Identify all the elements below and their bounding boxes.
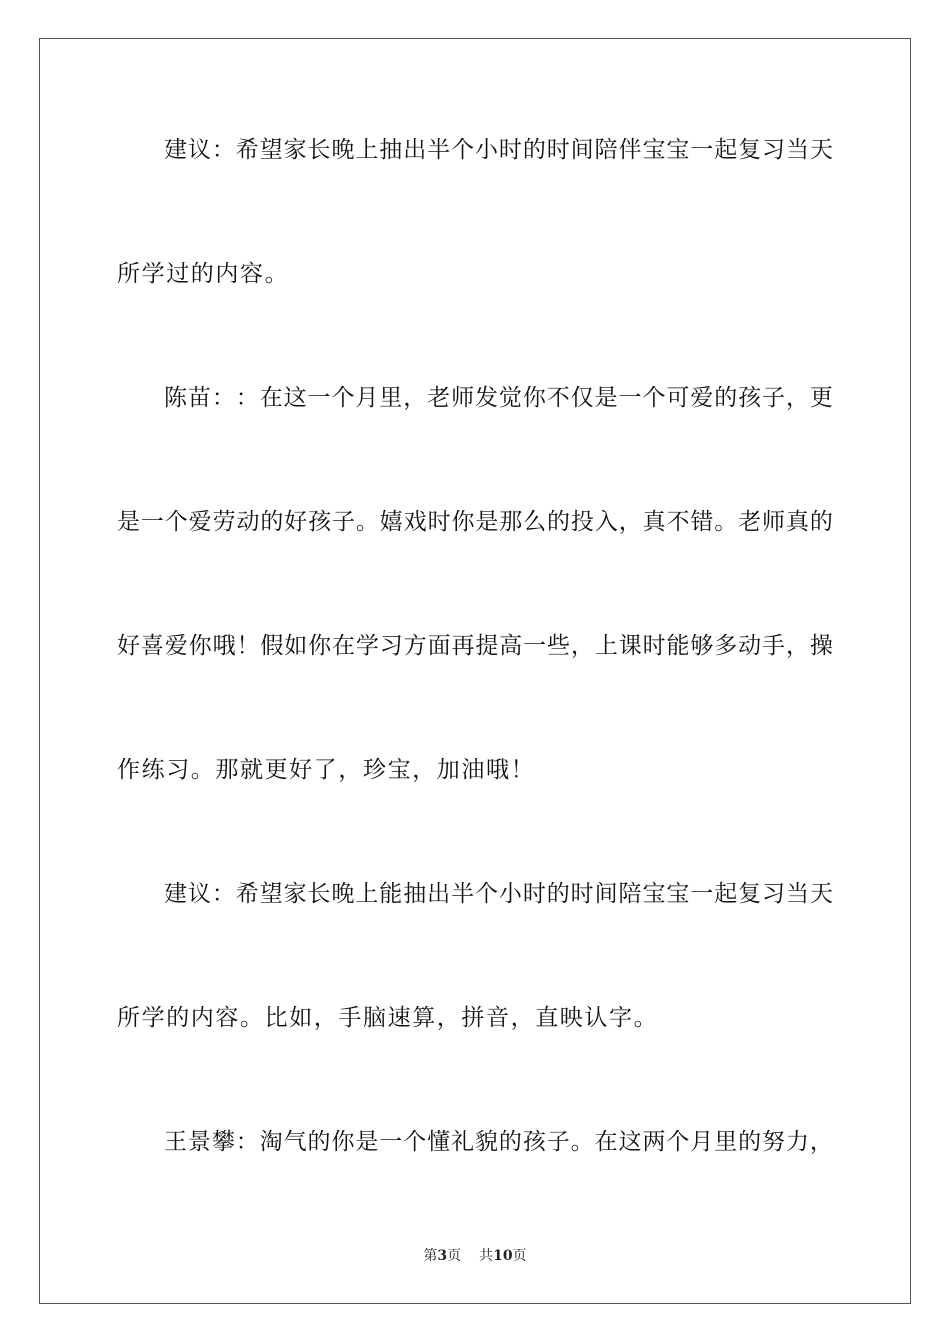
footer-total-prefix: 共 [479,1248,494,1264]
paragraph-line-2: 所学过的内容。 [117,261,290,287]
footer-total-suffix: 页 [512,1248,527,1264]
paragraph-line-8: 所学的内容。比如，手脑速算，拼音，直映认字。 [117,1005,659,1031]
paragraph-line-4: 是 一 个 爱 劳 动 的 好 孩 子 。 嬉 戏 时 你 是 那 么 的 投 入 ， 真 不 错 。 老 师 真 的 [117,509,833,535]
footer-page-number: 3 [437,1248,448,1264]
page-footer [0,1247,950,1265]
paragraph-line-5: 好 喜 爱 你 哦 ！ 假 如 你 在 学 习 方 面 再 提 高 一 些 ， 上 课 时 能 够 多 动 手 ， 操 [117,633,833,659]
footer-total-number: 10 [493,1248,513,1264]
footer-page-prefix: 第 [423,1248,438,1264]
page-frame [39,38,911,1304]
footer-page-suffix: 页 [447,1248,462,1264]
paragraph-line-9: 王 景 攀 ： 淘 气 的 你 是 一 个 懂 礼 貌 的 孩 子 。 在 这 两 个 月 里 的 努 力 ， [164,1129,833,1155]
paragraph-line-3: 陈 苗 ： ： 在 这 一 个 月 里 ， 老 师 发 觉 你 不 仅 是 一 个 可 爱 的 孩 子 ， 更 [164,385,833,411]
paragraph-line-6: 作练习。那就更好了，珍宝，加油哦！ [117,757,536,783]
paragraph-line-7: 建 议 ： 希 望 家 长 晚 上 能 抽 出 半 个 小 时 的 时 间 陪 宝 宝 一 起 复 习 当 天 [164,881,833,907]
paragraph-line-1: 建 议 ： 希 望 家 长 晚 上 抽 出 半 个 小 时 的 时 间 陪 伴 宝 宝 一 起 复 习 当 天 [164,137,833,163]
